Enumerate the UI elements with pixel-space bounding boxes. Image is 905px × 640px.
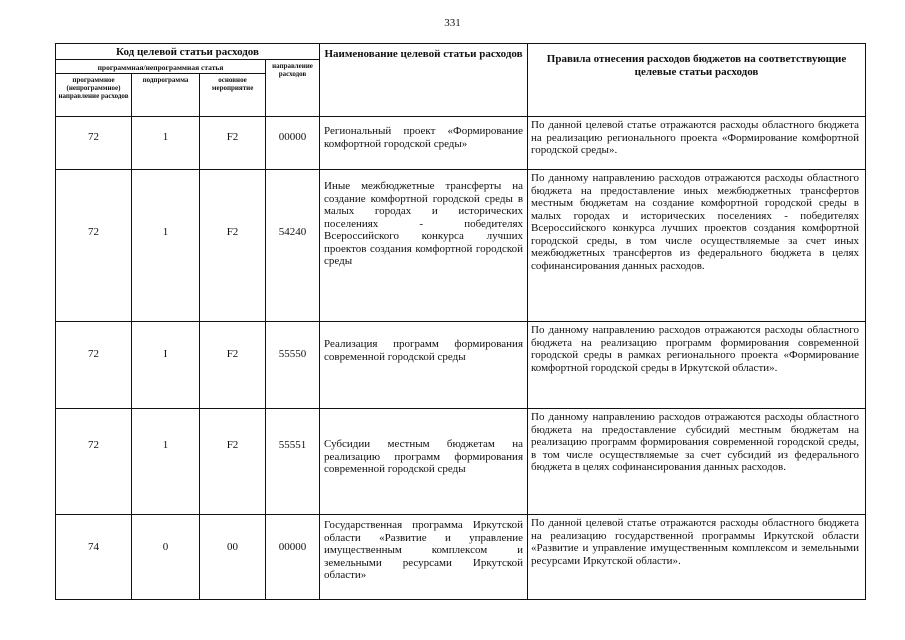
rule-cell: По данному направлению расходов отражаются расходы областного бюджета на реализацию программ формирования современной городской среды в рамках регионального проекта «Формирование комфортной городской среды в Иркутской области». <box>528 322 866 409</box>
direction-cell: 55551 <box>266 409 320 515</box>
program-cell: 72 <box>56 117 132 170</box>
program-cell: 72 <box>56 170 132 322</box>
program-header: программное (непрограммное) направление расходов <box>56 74 132 117</box>
table-row <box>56 170 866 322</box>
subprogram-cell: 1 <box>132 117 200 170</box>
code-title-header: Код целевой статьи расходов <box>56 44 320 60</box>
main-event-cell: F2 <box>200 170 266 322</box>
subprogram-header: подпрограмма <box>132 74 200 117</box>
page-number: 331 <box>444 17 461 29</box>
direction-cell: 00000 <box>266 117 320 170</box>
program-cell: 72 <box>56 322 132 409</box>
main-event-header: основное мероприятие <box>200 74 266 117</box>
program-cell: 72 <box>56 409 132 515</box>
rule-cell: По данному направлению расходов отражаются расходы областного бюджета на предоставление субсидий местным бюджетам на реализацию программ формирования современной городской среды, в том числе осуществляемые за счет субсидий из федерального бюджета в целях софинансирования данных расходов. <box>528 409 866 515</box>
direction-header: направление расходов <box>266 60 320 117</box>
subprogram-cell: 1 <box>132 170 200 322</box>
name-title-header: Наименование целевой статьи расходов <box>320 44 528 117</box>
article-name-cell: Субсидии местным бюджетам на реализацию программ формирования современной городской среды <box>320 409 528 515</box>
direction-cell: 55550 <box>266 322 320 409</box>
rules-title-header: Правила отнесения расходов бюджетов на соответствующие целевые статьи расходов <box>528 44 866 117</box>
rule-cell: По данному направлению расходов отражаются расходы областного бюджета на предоставление иных межбюджетных трансфертов местным бюджетам на создание комфортной городской среды в малых городах и исторических поселениях - победителях Всероссийского конкурса лучших проектов создания комфортной городской среды, в том числе осуществляемые за счет иных межбюджетных трансфертов из федерального бюджета в целях софинансирования данных расходов. <box>528 170 866 322</box>
article-name-cell: Региональный проект «Формирование комфортной городской среды» <box>320 117 528 170</box>
subprogram-cell: I <box>132 322 200 409</box>
direction-cell: 00000 <box>266 515 320 600</box>
subprogram-cell: 0 <box>132 515 200 600</box>
rule-cell: По данной целевой статье отражаются расходы областного бюджета на реализацию государственной программы Иркутской области «Развитие и управление имущественным комплексом и земельными ресурсами Иркутской области». <box>528 515 866 600</box>
rule-cell: По данной целевой статье отражаются расходы областного бюджета на реализацию регионального проекта «Формирование комфортной городской среды». <box>528 117 866 170</box>
budget-codes-table <box>55 43 866 600</box>
header-row-1 <box>56 44 866 60</box>
main-event-cell: F2 <box>200 409 266 515</box>
main-event-cell: 00 <box>200 515 266 600</box>
program-cell: 74 <box>56 515 132 600</box>
article-name-cell: Иные межбюджетные трансферты на создание комфортной городской среды в малых городах и исторических поселениях - победителях Всероссийского конкурса лучших проектов создания комфортной городской среды <box>320 170 528 322</box>
main-event-cell: F2 <box>200 322 266 409</box>
program-group-header: программная/непрограммная статья <box>56 60 266 74</box>
table-row <box>56 409 866 515</box>
table-row <box>56 515 866 600</box>
article-name-cell: Государственная программа Иркутской области «Развитие и управление имущественным комплексом и земельными ресурсами Иркутской области» <box>320 515 528 600</box>
main-event-cell: F2 <box>200 117 266 170</box>
subprogram-cell: 1 <box>132 409 200 515</box>
article-name-cell: Реализация программ формирования современной городской среды <box>320 322 528 409</box>
direction-cell: 54240 <box>266 170 320 322</box>
table-row <box>56 322 866 409</box>
table-row <box>56 117 866 170</box>
